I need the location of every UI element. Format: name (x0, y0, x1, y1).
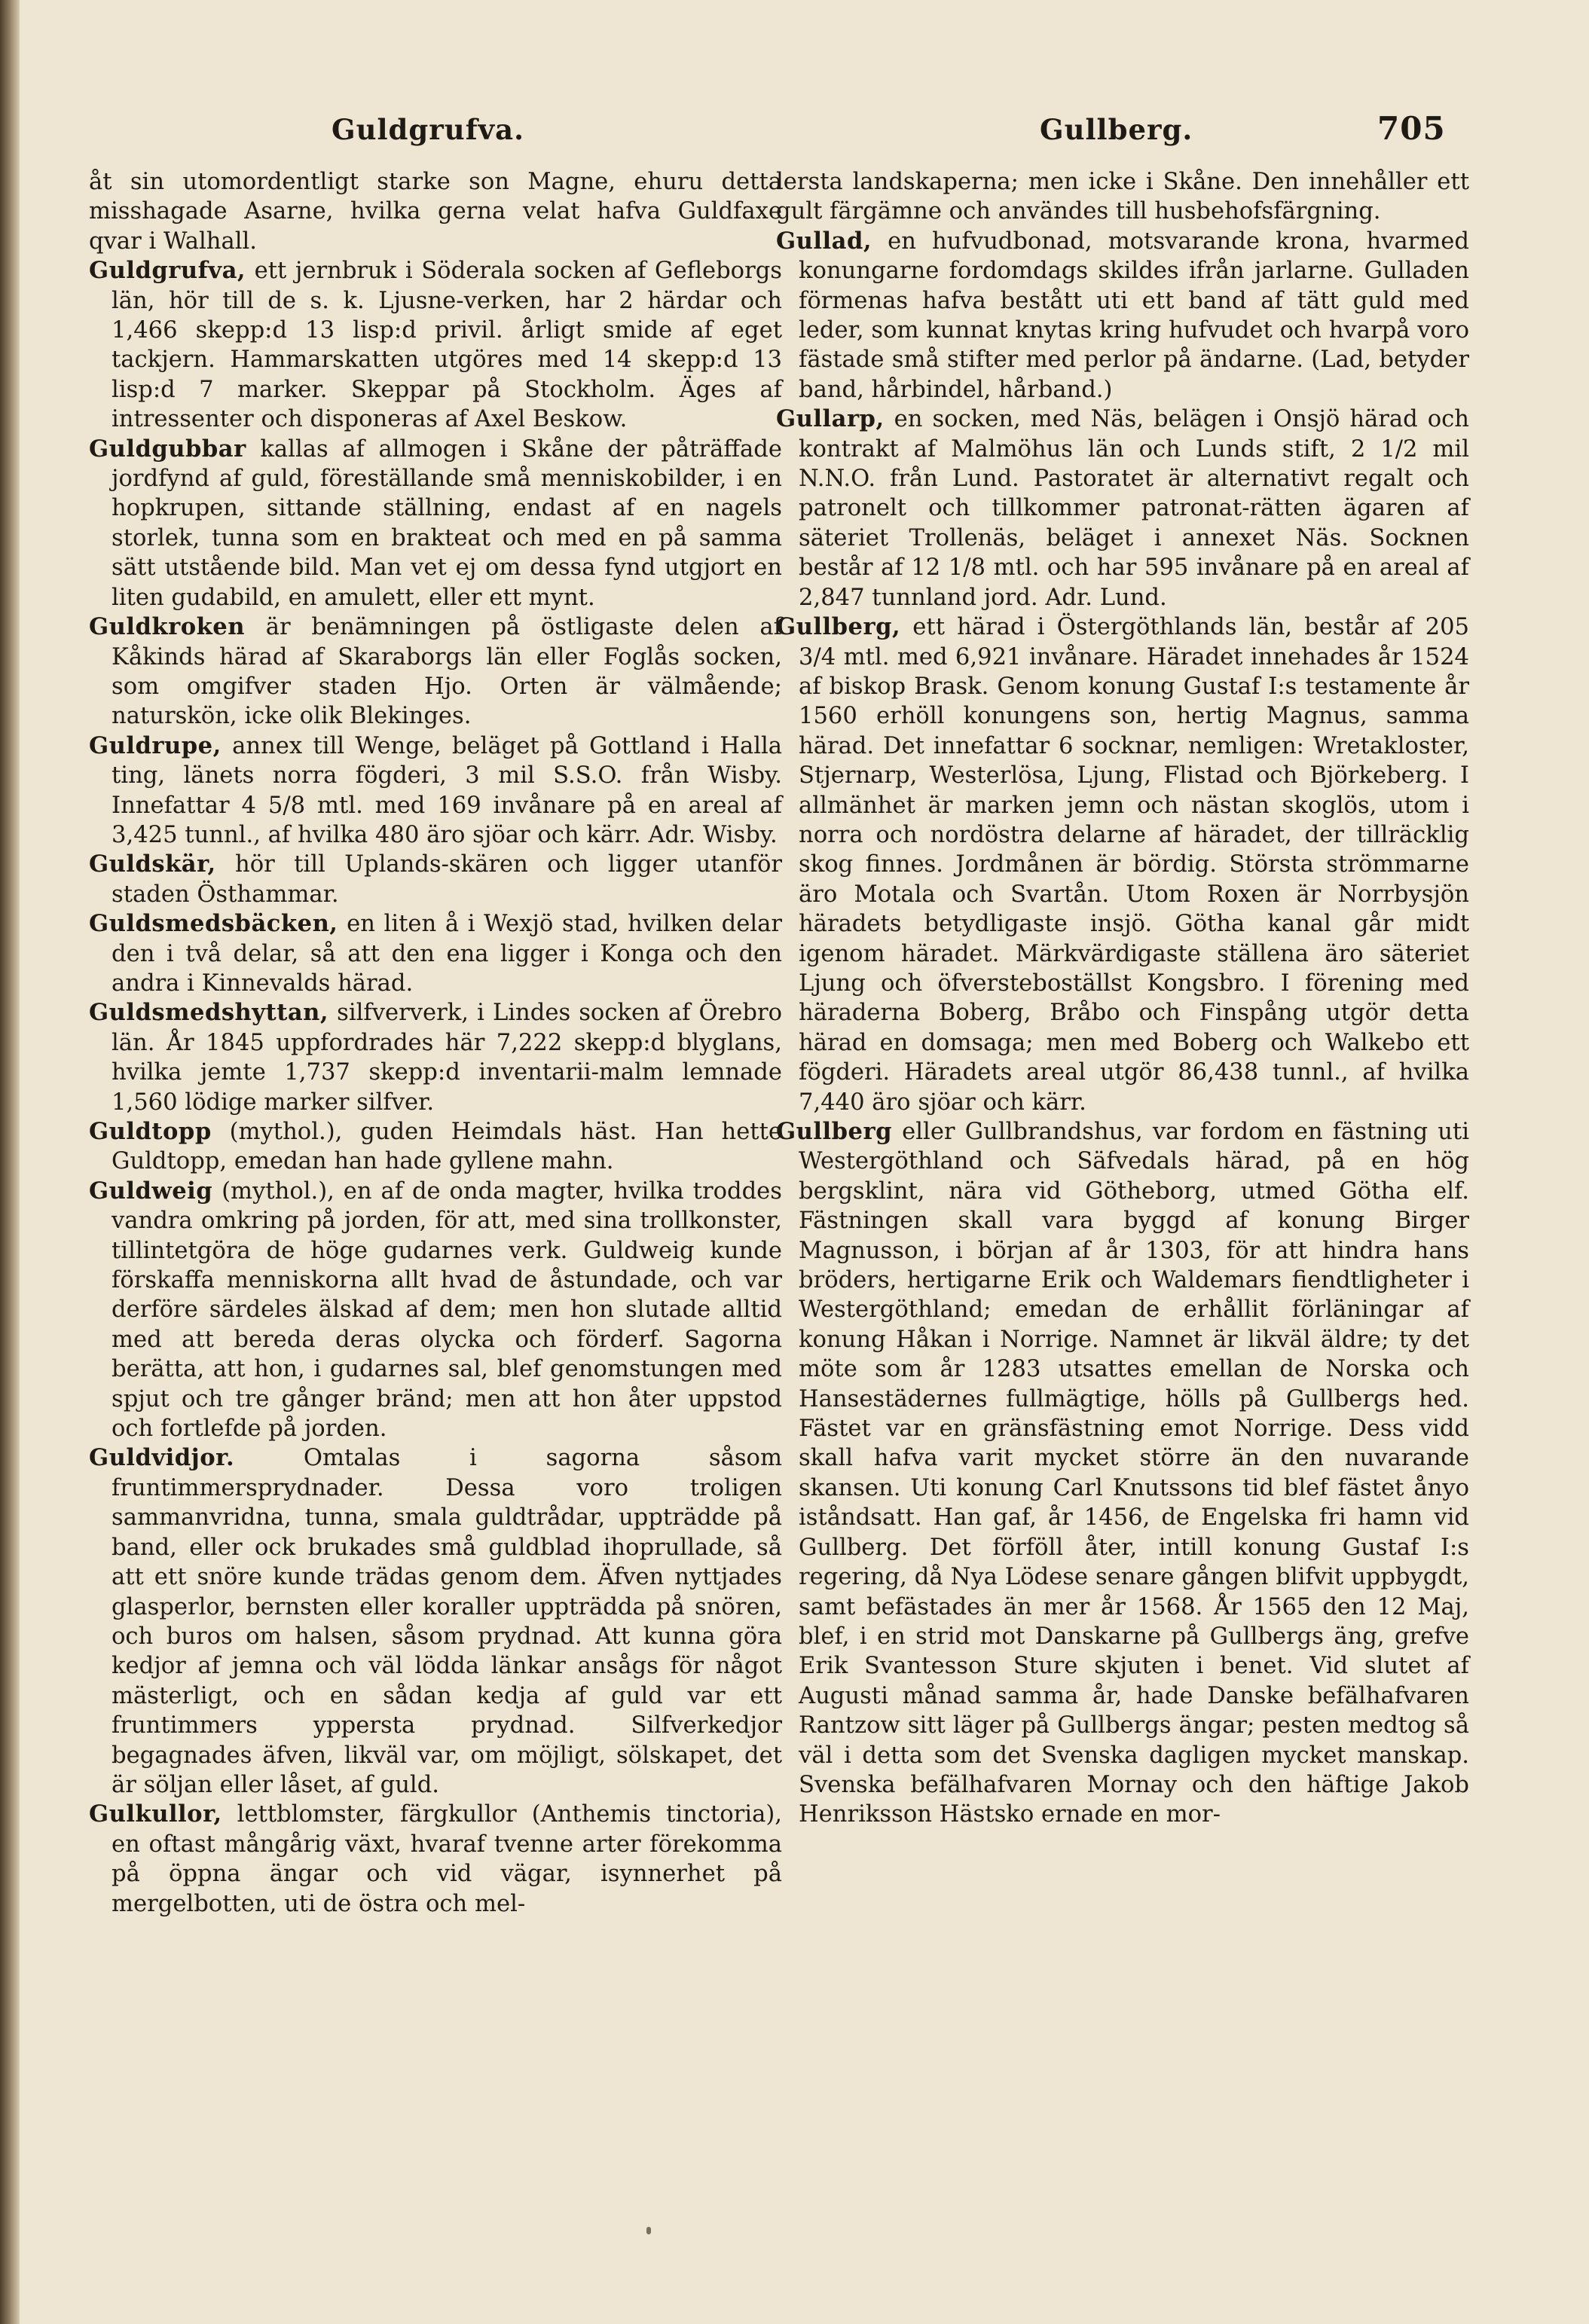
dictionary-entry (89, 256, 782, 434)
entry-headword: Guldvidjor. (89, 1444, 235, 1472)
dictionary-entry (89, 998, 782, 1117)
entry-text: kallas af allmogen i Skåne der påträffade jordfynd af guld, föreställande små menniskobilder, i en hopkrupen, sittande ställning, endast af en nagels storlek, tunna som en brakteat och med en på samma sätt utstående bild. Man vet ej om dessa fynd utgjort en liten gudabild, en amulett, eller ett mynt. (112, 435, 782, 611)
dictionary-entry (89, 1177, 782, 1444)
entry-headword: Gulkullor, (89, 1800, 222, 1828)
entry-text: lersta landskaperna; men icke i Skåne. Den innehåller ett gult färgämne och användes till husbehofsfärgning. (776, 169, 1469, 225)
entry-text: annex till Wenge, beläget på Gottland i Halla ting, länets norra fögderi, 3 mil S.S.O. från Wisby. Innefattar 4 5/8 mtl. med 169 invånare på en areal af 3,425 tunnl., af hvilka 480 äro sjöar och kärr. Adr. Wisby. (112, 732, 782, 848)
entry-headword: Guldrupe, (89, 731, 222, 759)
entry-headword: Guldweig (89, 1177, 213, 1205)
entry-headword: Guldsmedsbäcken, (89, 910, 338, 938)
dictionary-entry (776, 612, 1469, 1117)
entry-headword: Guldsmedshyttan, (89, 999, 329, 1027)
dictionary-entry (89, 1443, 782, 1800)
dictionary-entry (776, 405, 1469, 612)
running-head-left: Guldgrufva. (332, 113, 524, 146)
entry-text: lettblomster, färgkullor (Anthemis tinctoria), en oftast mångårig växt, hvaraf tvenne arter förekomma på öppna ängar och vid vägar, isynnerhet på mergelbotten, uti de östra och mel- (112, 1801, 782, 1917)
dictionary-entry (89, 1117, 782, 1177)
dictionary-entry (89, 850, 782, 909)
entry-headword: Guldtopp (89, 1118, 212, 1145)
entry-headword: Gullberg, (776, 613, 901, 641)
entry-headword: Guldkroken (89, 613, 246, 641)
entry-headword: Gullarp, (776, 405, 885, 433)
page-number: 705 (1377, 110, 1446, 147)
dictionary-entry (776, 1117, 1469, 1830)
entry-headword: Gullad, (776, 227, 872, 255)
ink-speck (646, 2227, 651, 2234)
entry-text: silfververk, i Lindes socken af Örebro län. År 1845 uppfordrades här 7,222 skepp:d blyglans, hvilka jemte 1,737 skepp:d inventarii-malm lemnade 1,560 lödige marker silfver. (112, 1000, 782, 1116)
entry-text: är benämningen på östligaste delen af Kåkinds härad af Skaraborgs län eller Foglås socken, som omgifver staden Hjo. Orten är välmående; naturskön, icke olik Blekinges. (112, 614, 782, 730)
entry-text: åt sin utomordentligt starke son Magne, ehuru detta misshagade Asarne, hvilka gerna velat hafva Guldfaxe qvar i Walhall. (89, 169, 782, 255)
entry-text: ett jernbruk i Söderala socken af Gefleborgs län, hör till de s. k. Ljusne-verken, har 2 härdar och 1,466 skepp:d 13 lisp:d privil. årligt smide af eget tackjern. Hammarskatten utgöres med 14 skepp:d 13 lisp:d 7 marker. Skeppar på Stockholm. Äges af intressenter och disponeras af Axel Beskow. (112, 258, 782, 433)
entry-text: (mythol.), guden Heimdals häst. Han hette Guldtopp, emedan han hade gyllene mahn. (112, 1119, 782, 1175)
running-head-right: Gullberg. (1040, 113, 1193, 146)
entry-text: eller Gullbrandshus, var fordom en fästning uti Westergöthland och Säfvedals härad, på en hög bergsklint, nära vid Götheborg, utmed Götha elf. Fästningen skall vara byggd af konung Birger Magnusson, i början af år 1303, för att hindra hans bröders, hertigarne Erik och Waldemars fiendtligheter i Westergöthland; emedan de erhållit förläningar af konung Håkan i Norrige. Namnet är likväl äldre; ty det möte som år 1283 utsattes emellan de Norska och Hansestädernes fullmägtige, hölls på Gullbergs hed. Fästet var en gränsfästning emot Norrige. Dess vidd skall hafva varit mycket större än den nuvarande skansen. Uti konung Carl Knutssons tid blef fästet ånyo iståndsatt. Han gaf, år 1456, de Engelska fri hamn vid Gullberg. Det förföll åter, intill konung Gustaf I:s regering, då Nya Lödese senare gången blifvit uppbygdt, samt befästades än mer år 1568. År 1565 den 12 Maj, blef, i en strid mot Danskarne på Gullbergs äng, grefve Erik Svantesson Sture skjuten i benet. Vid slutet af Augusti månad samma år, hade Danske befälhafvaren Rantzow sitt läger på Gullbergs ängar; pesten medtog så väl i detta som det Svenska dagligen mycket manskap. Svenska befälhafvaren Mornay och den häftige Jakob Henriksson Hästsko ernade en mor- (799, 1119, 1469, 1828)
dictionary-entry (89, 909, 782, 998)
entry-text: en socken, med Näs, belägen i Onsjö härad och kontrakt af Malmöhus län och Lunds stift, 2 1/2 mil N.N.O. från Lund. Pastoratet är alternativt regalt och patronelt och tillkommer patronat-rätten ägaren af säteriet Trollenäs, beläget i annexet Näs. Socknen består af 12 1/8 mtl. och har 595 invånare på en areal af 2,847 tunnland jord. Adr. Lund. (799, 406, 1469, 611)
dictionary-entry (776, 167, 1469, 227)
dictionary-entry (89, 1800, 782, 1919)
entry-text: en liten å i Wexjö stad, hvilken delar den i två delar, så att den ena ligger i Konga och den andra i Kinnevalds härad. (112, 911, 782, 997)
entry-text: Omtalas i sagorna såsom fruntimmersprydnader. Dessa voro troligen sammanvridna, tunna, smala guldtrådar, uppträdde på band, eller ock brukades små guldblad ihoprullade, så att ett snöre kunde trädas genom dem. Äfven nyttjades glasperlor, bernsten eller koraller uppträdda på snören, och buros om halsen, såsom prydnad. Att kunna göra kedjor af jemna och väl lödda länkar ansågs för något mästerligt, och en sådan kedja af guld var ett fruntimmers yppersta prydnad. Silfverkedjor begagnades äfven, likväl var, om möjligt, sölskapet, det är söljan eller låset, af guld. (112, 1445, 782, 1798)
dictionary-entry (89, 731, 782, 851)
entry-text: hör till Uplands-skären och ligger utanför staden Östhammar. (112, 851, 782, 908)
entry-text: en hufvudbonad, motsvarande krona, hvarmed konungarne fordomdags skildes ifrån jarlarne. Gulladen förmenas hafva bestått uti ett band af tätt guld med leder, som kunnat knytas kring hufvudet och hvarpå voro fästade små stifter med perlor på ändarne. (Lad, betyder band, hårbindel, hårband.) (799, 228, 1469, 403)
dictionary-entry (89, 435, 782, 612)
entry-headword: Guldgubbar (89, 435, 246, 463)
dictionary-entry (89, 167, 782, 256)
dictionary-entry (89, 612, 782, 731)
entry-text: ett härad i Östergöthlands län, består af 205 3/4 mtl. med 6,921 invånare. Häradet innehades år 1524 af biskop Brask. Genom konung Gustaf I:s testamente år 1560 erhöll konungens son, hertig Magnus, samma härad. Det innefattar 6 socknar, nemligen: Wretakloster, Stjernarp, Westerlösa, Ljung, Flistad och Björkeberg. I allmänhet är marken jemn och nästan skoglös, utom i norra och nordöstra delarne af häradet, der tillräcklig skog finnes. Jordmånen är bördig. Största strömmarne äro Motala och Svartån. Utom Roxen är Norrbysjön häradets betydligaste insjö. Götha kanal går midt igenom häradet. Märkvärdigaste ställena äro säteriet Ljung och öfversteboställst Kongsbro. I förening med häraderna Boberg, Bråbo och Finspång utgör detta härad en domsaga; men med Boberg och Walkebo ett fögderi. Häradets areal utgör 86,438 tunnl., af hvilka 7,440 äro sjöar och kärr. (799, 614, 1469, 1116)
book-binding-edge (0, 0, 20, 2324)
entry-headword: Guldskär, (89, 851, 216, 878)
entry-text: (mythol.), en af de onda magter, hvilka troddes vandra omkring på jorden, för att, med sina trollkonster, tillintetgöra de höge gudarnes verk. Guldweig kunde förskaffa menniskorna allt hvad de åstundade, och var derföre särdeles älskad af dem; men hon slutade alltid med att bereda deras olycka och förderf. Sagorna berätta, att hon, i gudarnes sal, blef genomstungen med spjut och tre gånger bränd; men att hon åter uppstod och fortlefde på jorden. (112, 1177, 782, 1443)
dictionary-entry (776, 227, 1469, 405)
left-column (89, 167, 782, 1919)
entry-headword: Gullberg (776, 1118, 892, 1145)
right-column (776, 167, 1469, 1830)
entry-headword: Guldgrufva, (89, 257, 246, 285)
